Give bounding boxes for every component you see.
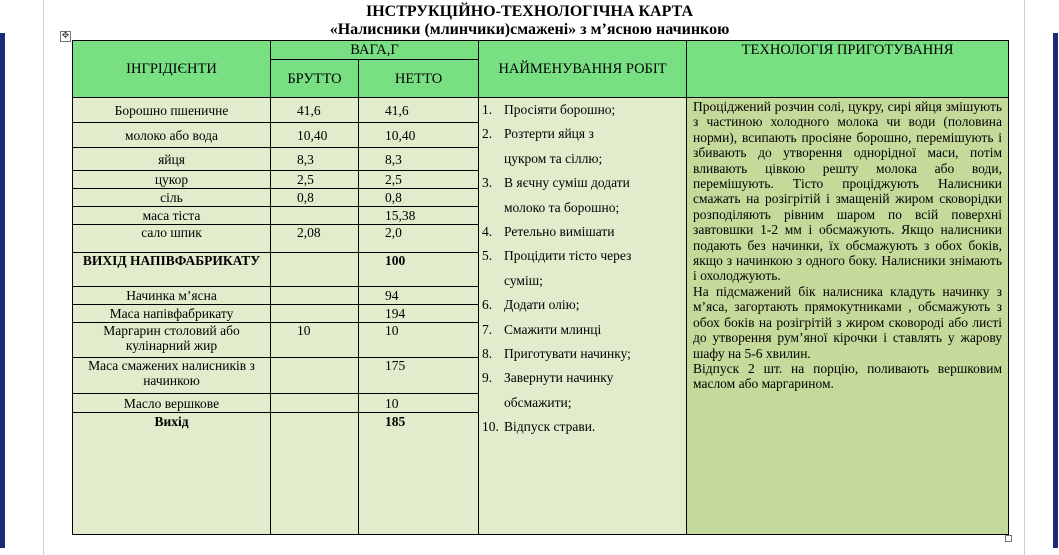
- operation-item: 2. Розтерти яйця з: [482, 126, 594, 142]
- ingredient-name: сало шпик: [73, 225, 271, 253]
- ingredient-brutto: 2,5: [271, 171, 359, 189]
- ingredient-brutto: [271, 287, 359, 305]
- document-subtitle: «Налисники (млинчики)смажені» з м’ясною начинкою: [329, 21, 730, 38]
- ingredient-netto: 8,3: [359, 148, 479, 171]
- ingredient-name: Начинка м’ясна: [73, 287, 271, 305]
- ingredient-name: маса тіста: [73, 207, 271, 225]
- ingredient-name: сіль: [73, 189, 271, 207]
- ingredient-netto: 10: [359, 394, 479, 413]
- operation-item: 10. Відпуск страви.: [482, 419, 596, 435]
- ingredient-name: Маса напівфабрикату: [73, 305, 271, 323]
- ingredient-brutto: 0,8: [271, 189, 359, 207]
- operation-item: 8. Приготувати начинку;: [482, 346, 631, 362]
- operation-item: 7. Смажити млинці: [482, 321, 602, 337]
- document-title: ІНСТРУКЦІЙНО-ТЕХНОЛОГІЧНА КАРТА: [365, 3, 693, 20]
- table-resize-handle[interactable]: [1005, 535, 1012, 542]
- ingredient-brutto: 8,3: [271, 148, 359, 171]
- page-margin-right: [1024, 0, 1025, 555]
- ingredient-netto: 10: [359, 323, 479, 358]
- operation-item: молоко та борошно;: [504, 199, 620, 215]
- right-margin-bar: [1053, 33, 1058, 548]
- ingredient-netto: 41,6: [359, 98, 479, 123]
- ingredient-brutto: [271, 413, 359, 431]
- ingredient-netto: 94: [359, 287, 479, 305]
- ingredient-brutto: 10: [271, 323, 359, 358]
- technology-cell: [687, 98, 1009, 535]
- header-technology: ТЕХНОЛОГІЯ ПРИГОТУВАННЯ: [687, 41, 1009, 98]
- ingredient-brutto: 41,6: [271, 98, 359, 123]
- header-ingredients: ІНГРІДІЄНТИ: [73, 41, 271, 98]
- ingredient-netto: 100: [359, 253, 479, 287]
- ingredient-brutto: 10,40: [271, 123, 359, 148]
- ingredient-name: Масло вершкове: [73, 394, 271, 413]
- table-move-handle-icon[interactable]: ✥: [61, 31, 70, 41]
- ingredient-brutto: [271, 305, 359, 323]
- ingredient-name: Маса смажених налисників з начинкою: [73, 358, 271, 394]
- operations-list: [479, 98, 686, 440]
- ingredient-name: цукор: [73, 171, 271, 189]
- header-netto: НЕТТО: [359, 60, 479, 98]
- ingredient-brutto: [271, 253, 359, 287]
- operation-item: цукром та сіллю;: [504, 150, 603, 166]
- ingredient-netto: 194: [359, 305, 479, 323]
- ingredient-netto: 2,5: [359, 171, 479, 189]
- operations-cell: [479, 98, 687, 535]
- ingredient-netto: 175: [359, 358, 479, 394]
- operation-item: суміш;: [504, 272, 543, 288]
- header-brutto: БРУТТО: [271, 60, 359, 98]
- operation-item: 3. В яєчну суміш додати: [482, 175, 630, 191]
- ingredient-name: Вихід: [73, 413, 271, 431]
- table-empty-cell: [271, 430, 359, 535]
- table-empty-cell: [73, 430, 271, 535]
- ingredient-netto: 15,38: [359, 207, 479, 225]
- technology-paragraph: Відпуск 2 шт. на порцію, поливають вершковим маслом або маргарином.: [693, 360, 1003, 392]
- operation-item: 5. Процідити тісто через: [482, 248, 632, 264]
- ingredient-name: молоко або вода: [73, 123, 271, 148]
- header-weight: ВАГА,Г: [271, 41, 479, 60]
- ingredient-name: Борошно пшеничне: [73, 98, 271, 123]
- ingredient-name: Маргарин столовий або кулінарний жир: [73, 323, 271, 358]
- ingredient-name: ВИХІД НАПІВФАБРИКАТУ: [73, 253, 271, 287]
- operation-item: обсмажити;: [504, 394, 572, 410]
- ingredient-name: яйця: [73, 148, 271, 171]
- table-empty-cell: [359, 430, 479, 535]
- operation-item: 6. Додати олію;: [482, 297, 580, 313]
- technology-paragraph: На підсмажений бік налисника кладуть начинку з м’яса, загортають прямокутниками , обсмажують з обох боків на розігрітій з жиром сковороді або листі до утворення рум’яної кірочки і ставлять у жарову шафу на 5-6 хвилин.: [693, 283, 1003, 361]
- ingredient-brutto: 2,08: [271, 225, 359, 253]
- ingredient-brutto: [271, 207, 359, 225]
- operation-item: 1. Просіяти борошно;: [482, 102, 616, 117]
- page-margin-left: [43, 0, 44, 555]
- operation-item: 9. Завернути начинку: [482, 370, 614, 386]
- header-operations: НАЙМЕНУВАННЯ РОБІТ: [479, 41, 687, 98]
- technology-paragraph: Проціджений розчин солі, цукру, сирі яйця змішують з частиною холодного молока чи води (половина норми), всипають просіяне борошно, перемішують і збивають до утворення однорідної маси, потім вливають цівкою решту молока або води, перемішують. Тісто проціджують Налисники смажать на розігрітій і змащеній жиром сковорідки розподіляють рівним шаром по всій поверхні завтовшки 1-2 мм і обсмажують. Якщо налисники подають без начинки, їх обсмажують з обох боків, якщо з начинкою з одного боку. Налисники знімають і охолоджують.: [693, 99, 1003, 284]
- ingredient-netto: 0,8: [359, 189, 479, 207]
- ingredient-netto: 185: [359, 413, 479, 431]
- left-margin-bar: [0, 33, 5, 548]
- ingredient-netto: 10,40: [359, 123, 479, 148]
- ingredient-brutto: [271, 394, 359, 413]
- ingredient-brutto: [271, 358, 359, 394]
- operation-item: 4. Ретельно вимішати: [482, 224, 615, 240]
- ingredient-netto: 2,0: [359, 225, 479, 253]
- tech-card-table: [72, 40, 1009, 535]
